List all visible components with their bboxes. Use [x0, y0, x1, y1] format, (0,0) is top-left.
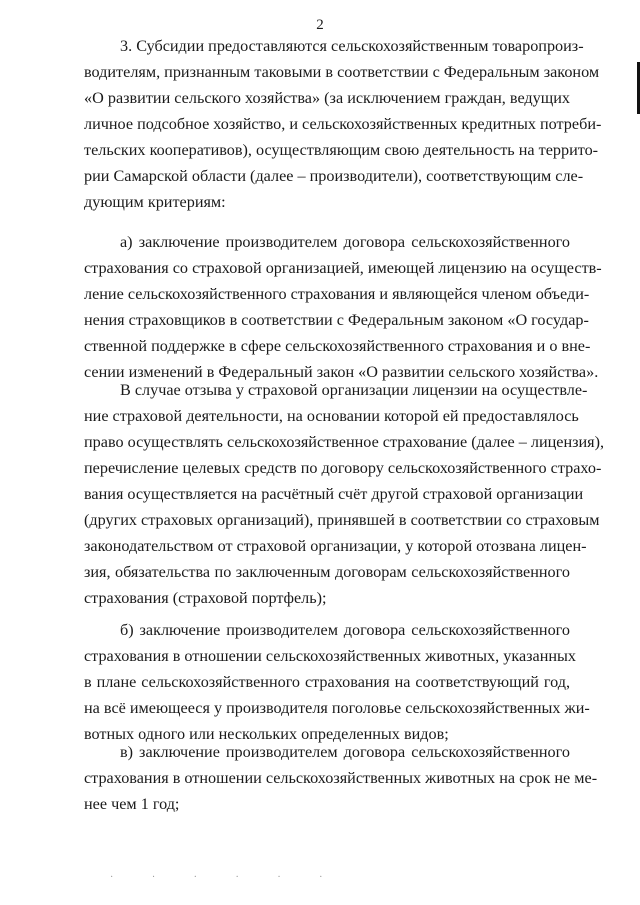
scan-noise: · · · · · ·: [110, 872, 341, 883]
page-number: 2: [316, 17, 324, 33]
text-line: тельских кооперативов), осуществляющим свою деятельность на террито-: [84, 141, 599, 159]
text-line: б) заключение производителем договора сельскохозяйственного: [120, 621, 570, 639]
text-line: перечисление целевых средств по договору сельскохозяйственного страхо-: [84, 459, 602, 477]
text-line: на всё имеющееся у производителя поголовье сельскохозяйственных жи-: [84, 699, 590, 717]
text-line: страхования (страховой портфель);: [84, 589, 327, 607]
text-line: водителям, признанным таковыми в соответствии с Федеральным законом: [84, 63, 600, 81]
text-line: ние страховой деятельности, на основании которой ей предоставлялось: [84, 407, 579, 425]
text-line: право осуществлять сельскохозяйственное страхование (далее – лицензия),: [84, 433, 605, 451]
text-line: вотных одного или нескольких определенных видов;: [84, 725, 449, 743]
text-line: а) заключение производителем договора сельскохозяйственного: [120, 233, 570, 251]
text-line: нения страховщиков в соответствии с Федеральным законом «О государ-: [84, 311, 589, 329]
text-line: рии Самарской области (далее – производители), соответствующим сле-: [84, 167, 584, 185]
text-line: в) заключение производителем договора сельскохозяйственного: [120, 743, 570, 761]
text-line: ление сельскохозяйственного страхования и являющейся членом объеди-: [84, 285, 590, 303]
text-line: (других страховых организаций), принявшей в соответствии со страховым: [84, 511, 600, 529]
text-line: В случае отзыва у страховой организации лицензии на осуществле-: [120, 381, 588, 399]
text-line: законодательством от страховой организации, у которой отозвана лицен-: [84, 537, 587, 555]
text-line: 3. Субсидии предоставляются сельскохозяйственным товаропроиз-: [120, 37, 584, 55]
text-line: личное подсобное хозяйство, и сельскохозяйственных кредитных потреби-: [84, 115, 602, 133]
text-line: сении изменений в Федеральный закон «О развитии сельского хозяйства».: [84, 363, 599, 381]
text-line: в плане сельскохозяйственного страхования на соответствующий год,: [84, 673, 570, 691]
text-line: дующим критериям:: [84, 193, 226, 211]
text-line: страхования со страховой организацией, имеющей лицензию на осуществ-: [84, 259, 602, 277]
text-line: «О развитии сельского хозяйства» (за исключением граждан, ведущих: [84, 89, 570, 107]
text-line: страхования в отношении сельскохозяйственных животных на срок не ме-: [84, 769, 598, 787]
text-line: нее чем 1 год;: [84, 795, 180, 813]
text-line: вания осуществляется на расчётный счёт другой страховой организации: [84, 485, 584, 503]
text-line: страхования в отношении сельскохозяйственных животных, указанных: [84, 647, 577, 665]
text-line: зия, обязательства по заключенным договорам сельскохозяйственного: [84, 563, 570, 581]
text-line: ственной поддержке в сфере сельскохозяйственного страхования и о вне-: [84, 337, 591, 355]
